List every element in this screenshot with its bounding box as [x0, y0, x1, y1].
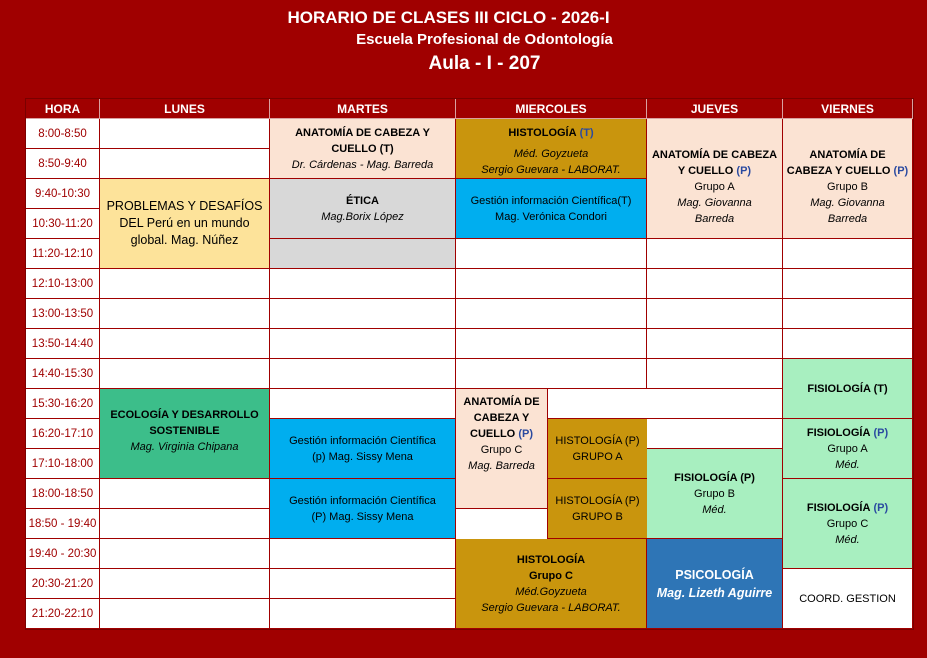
class-title: HISTOLOGÍA (P) [555, 494, 640, 507]
empty-slot [647, 389, 783, 419]
empty-slot [100, 119, 270, 149]
empty-slot [270, 389, 456, 419]
empty-slot [783, 299, 913, 329]
time-slot: 21:20-22:10 [26, 599, 100, 629]
class-block-anatomia-c-extension [456, 479, 548, 509]
class-group: Grupo A [694, 181, 735, 193]
empty-slot [647, 269, 783, 299]
class-title: HISTOLOGÍA (P) [555, 434, 640, 447]
schedule-title: HORARIO DE CLASES III CICLO - 2026-I [287, 8, 610, 27]
class-block-coord-gestion [783, 569, 913, 629]
class-teacher: Mag. Barreda [468, 460, 535, 472]
class-group: Grupo B [827, 181, 868, 193]
time-slot: 10:30-11:20 [26, 209, 100, 239]
class-title: DEL Perú en un mundo [119, 216, 250, 230]
class-title: ECOLOGÍA Y DESARROLLO [110, 409, 259, 421]
empty-slot [456, 299, 647, 329]
empty-slot [100, 479, 270, 509]
class-teacher: Dr. Cárdenas - Mag. Barreda [291, 158, 434, 171]
class-teacher: Méd. [835, 458, 860, 471]
class-title: COORD. GESTION [799, 592, 896, 605]
school-name: Escuela Profesional de Odontología [356, 31, 613, 48]
class-group: Grupo C [529, 569, 573, 582]
class-block-anatomia-b [783, 119, 913, 239]
empty-slot [647, 299, 783, 329]
time-slot: 8:00-8:50 [26, 119, 100, 149]
class-title: CABEZA Y [473, 412, 530, 424]
empty-slot [270, 269, 456, 299]
class-group: Grupo A [827, 442, 868, 455]
class-block-fisiologia-b [647, 449, 783, 539]
col-header-lunes: LUNES [100, 99, 270, 119]
empty-slot [270, 569, 456, 599]
class-block-psicologia [647, 539, 783, 629]
class-block-gestion-t [456, 179, 647, 239]
empty-slot [783, 269, 913, 299]
class-block-anatomia-a [647, 119, 783, 239]
class-group: Grupo C [480, 444, 523, 456]
class-block-histologia-t [456, 119, 647, 179]
class-teacher: Mag. Giovanna [810, 197, 885, 209]
time-slot: 18:00-18:50 [26, 479, 100, 509]
time-slot: 16:20-17:10 [26, 419, 100, 449]
empty-slot [456, 269, 647, 299]
class-title: Gestión información Científica [289, 494, 436, 507]
class-type-tag: (P) [736, 165, 752, 177]
time-slot: 14:40-15:30 [26, 359, 100, 389]
class-teacher: global. Mag. Núñez [130, 233, 239, 247]
class-block-histologia-c [456, 539, 647, 629]
empty-slot [100, 269, 270, 299]
class-block-problemas [100, 179, 270, 269]
class-block-fisiologia-a [783, 419, 913, 479]
empty-slot [100, 329, 270, 359]
class-title: FISIOLOGÍA (T) [807, 382, 888, 395]
empty-slot [647, 419, 783, 449]
class-teacher: (P) Mag. Sissy Mena [311, 510, 414, 523]
empty-slot [270, 329, 456, 359]
class-teacher: Sergio Guevara - LABORAT. [481, 164, 621, 176]
class-title: ÉTICA [346, 194, 379, 207]
class-title: FISIOLOGÍA [806, 501, 871, 514]
class-type-tag: (P) [518, 428, 533, 440]
class-group: GRUPO B [572, 510, 623, 523]
class-type-tag: (P) [873, 426, 889, 439]
time-slot: 13:50-14:40 [26, 329, 100, 359]
class-title: CUELLO [470, 428, 516, 440]
class-group: GRUPO A [572, 450, 623, 463]
class-block-etica-extension [270, 239, 456, 269]
empty-slot [100, 539, 270, 569]
time-slot: 11:20-12:10 [26, 239, 100, 269]
class-title: ANATOMÍA DE CABEZA Y [295, 126, 430, 139]
class-type-tag: (T) [579, 127, 594, 139]
class-title-line [470, 426, 533, 442]
class-title: CUELLO (T) [331, 142, 394, 155]
class-teacher: Méd.Goyzueta [515, 585, 587, 598]
class-title: PSICOLOGÍA [675, 567, 754, 582]
class-block-fisiologia-t [783, 359, 913, 419]
class-block-anatomia-t [270, 119, 456, 179]
time-slot: 12:10-13:00 [26, 269, 100, 299]
class-type-tag: (P) [893, 165, 909, 177]
class-teacher: Mag.Borix López [321, 210, 404, 223]
room-label: Aula - I - 207 [428, 53, 541, 74]
class-title: Y CUELLO [677, 165, 734, 177]
col-header-martes: MARTES [270, 99, 456, 119]
class-title: SOSTENIBLE [149, 425, 220, 437]
empty-slot [548, 389, 647, 419]
class-block-anatomia-c [456, 389, 548, 479]
empty-slot [647, 359, 783, 389]
class-group: Grupo C [826, 517, 869, 530]
time-slot: 19:40 - 20:30 [26, 539, 100, 569]
class-teacher: Méd. [702, 503, 727, 516]
time-slot: 9:40-10:30 [26, 179, 100, 209]
class-title: Gestión información Científica [289, 434, 436, 447]
class-title: FISIOLOGÍA (P) [674, 471, 755, 484]
empty-slot [270, 299, 456, 329]
empty-slot [270, 599, 456, 629]
class-title: ANATOMÍA DE [463, 396, 540, 408]
class-title-line [787, 163, 908, 179]
empty-slot [100, 599, 270, 629]
col-header-miercoles: MIERCOLES [456, 99, 647, 119]
empty-slot [100, 509, 270, 539]
empty-slot [100, 299, 270, 329]
class-teacher: Méd. Goyzueta [513, 148, 589, 160]
class-title-line [807, 500, 888, 516]
class-teacher: Barreda [694, 213, 735, 225]
empty-slot [270, 539, 456, 569]
class-teacher: Mag. Lizeth Aguirre [656, 585, 773, 600]
time-slot: 17:10-18:00 [26, 449, 100, 479]
class-teacher: Méd. [835, 533, 860, 546]
class-title-line [678, 163, 751, 179]
empty-slot [456, 359, 647, 389]
class-block-etica [270, 179, 456, 239]
class-block-gestion-p2 [270, 479, 456, 539]
empty-slot [100, 149, 270, 179]
class-title: CABEZA Y CUELLO [786, 165, 891, 177]
class-teacher: Mag. Verónica Condori [495, 210, 607, 223]
empty-slot [100, 569, 270, 599]
col-header-viernes: VIERNES [783, 99, 913, 119]
class-title-line [807, 425, 888, 441]
class-teacher: Barreda [827, 213, 868, 225]
col-header-jueves: JUEVES [647, 99, 783, 119]
class-title: Gestión información Científica(T) [470, 194, 632, 207]
class-block-gestion-p1 [270, 419, 456, 479]
class-title-line [508, 125, 593, 141]
empty-slot [456, 509, 548, 540]
empty-slot [456, 239, 647, 269]
class-teacher: Sergio Guevara - LABORAT. [481, 601, 621, 614]
empty-slot [456, 329, 647, 359]
time-slot: 20:30-21:20 [26, 569, 100, 599]
time-slot: 15:30-16:20 [26, 389, 100, 419]
empty-slot [647, 329, 783, 359]
empty-slot [100, 359, 270, 389]
empty-slot [270, 359, 456, 389]
empty-slot [783, 239, 913, 269]
class-title: HISTOLOGÍA [516, 553, 586, 566]
class-title: ANATOMÍA DE CABEZA [651, 149, 778, 161]
class-teacher: (p) Mag. Sissy Mena [312, 450, 413, 463]
class-title: PROBLEMAS Y DESAFÍOS [106, 199, 263, 213]
class-block-fisiologia-c [783, 479, 913, 569]
time-slot: 18:50 - 19:40 [26, 509, 100, 539]
class-type-tag: (P) [873, 501, 889, 514]
class-teacher: Mag. Virginia Chipana [130, 441, 239, 453]
class-title: ANATOMÍA DE [809, 149, 886, 161]
class-block-histologia-a [548, 419, 647, 479]
class-block-histologia-b [548, 479, 647, 539]
time-slot: 13:00-13:50 [26, 299, 100, 329]
empty-slot [783, 329, 913, 359]
class-block-ecologia [100, 389, 270, 479]
wednesday-split [456, 389, 647, 539]
schedule-grid [25, 98, 914, 630]
class-title: FISIOLOGÍA [806, 426, 871, 439]
class-teacher: Mag. Giovanna [677, 197, 752, 209]
time-slot: 8:50-9:40 [26, 149, 100, 179]
class-group: Grupo B [694, 487, 735, 500]
col-header-hora: HORA [26, 99, 100, 119]
class-title: HISTOLOGÍA [508, 127, 577, 139]
empty-slot [647, 239, 783, 269]
